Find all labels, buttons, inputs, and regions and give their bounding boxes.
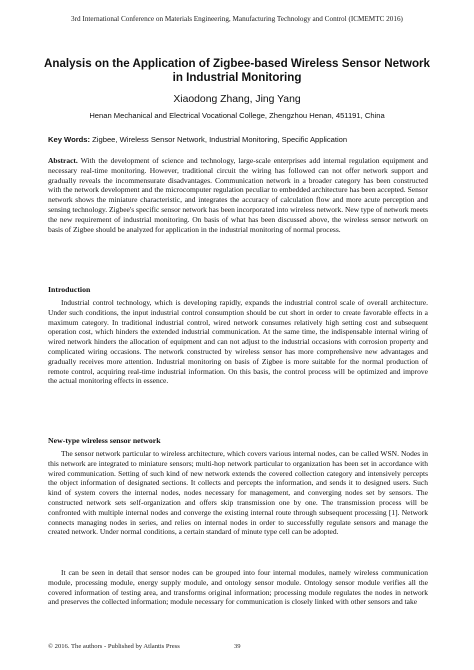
paper-authors: Xiaodong Zhang, Jing Yang <box>173 94 301 105</box>
keywords-text: Zigbee, Wireless Sensor Network, Industrial Monitoring, Specific Application <box>90 135 348 144</box>
network-paragraph-1: The sensor network particular to wireless architecture, which covers various internal nodes, can be called WSN. Nodes in this network are integrated to miniature sensors; multi-hop network particular to organization has been set in accordance with wired communication. Setting of such kind of new network extends the covered collection category and intensively percepts the object information of designated sections. It collects and percepts the information, and sends it to designed users. Such kind of system covers the internal nodes, nodes necessary for management, and converging nodes set by sensors. The constructed network sets self-organization and offers skip transmission one by one. The transmission process will be confronted with multiple internal nodes and converge the existing internal route through subsequent processing [1]. Network connects managing nodes in series, and relies on internal nodes in order to successfully regulate sensors and manage the created network. Under normal conditions, a certain standard of minute type cell can be adopted. <box>48 449 428 537</box>
paper-title: Analysis on the Application of Zigbee-based Wireless Sensor Network in Industrial Monitoring <box>43 57 430 84</box>
conference-header: 3rd International Conference on Materials Engineering, Manufacturing Technology and Control (ICMEMTC 2016) <box>71 15 403 23</box>
keywords-line <box>48 135 428 144</box>
abstract-paragraph <box>48 156 428 234</box>
network-paragraph-2: It can be seen in detail that sensor nodes can be grouped into four internal modules, namely wireless communication module, processing module, energy supply module, and ontology sensor module. Ontology sensor module verifies all the covered information of testing area, and transforms original information; processing module regulates the nodes in network and preserves the collected information; module necessary for communication is closely linked with other sensors and take <box>48 568 428 607</box>
footer-page-number: 39 <box>234 643 241 650</box>
keywords-label: Key Words: <box>48 135 91 144</box>
footer-copyright: © 2016. The authors - Published by Atlantis Press <box>48 643 180 650</box>
abstract-text: With the development of science and technology, large-scale enterprises add internal regulation equipment and necessary real-time monitoring. However, traditional circuit the wiring has followed can not offer network support and gradually reveals the incommensurate disadvantages. Communication network in a broader category has been constructed with the network development and the microcomputer regulation peculiar to embedded architecture has been accepted. Sensor network shows the miniature characteristic, and integrates the accuracy of calculation flow and more acute perception and sensing technology. Zigbee's specific sensor network has been incorporated into wireless network. New type of network meets the new requirement of industrial monitoring. On basis of what has been discussed above, the wireless sensor network on basis of Zigbee should be analyzed for application in the industrial monitoring of normal process. <box>48 156 428 234</box>
abstract-label: Abstract. <box>48 156 78 165</box>
section-heading-network: New-type wireless sensor network <box>48 436 161 445</box>
introduction-paragraph: Industrial control technology, which is developing rapidly, expands the industrial control scale of overall architecture. Under such conditions, the input industrial control consumption should be cut short in order to create favorable effects in a maximum category. In traditional industrial control, wired network consumes relatively high setting cost and subsequent operation cost, which hinders the extended industrial communication. At the same time, the indispensable internal wiring of wired network hinders the allocation of equipment and can not adjust to the industrial occasions with corrosion property and complicated wiring occasions. The network constructed by wireless sensor has more comprehensive new advantages and gradually receives more attention. Industrial monitoring on basis of Zigbee is more suitable for the normal production of remote control, acquiring real-time industrial information. On this basis, the control process will be optimized and improve the actual monitoring effects in essence. <box>48 298 428 386</box>
paper-affiliation: Henan Mechanical and Electrical Vocational College, Zhengzhou Henan, 451191, China <box>89 111 385 120</box>
section-heading-introduction: Introduction <box>48 285 91 294</box>
